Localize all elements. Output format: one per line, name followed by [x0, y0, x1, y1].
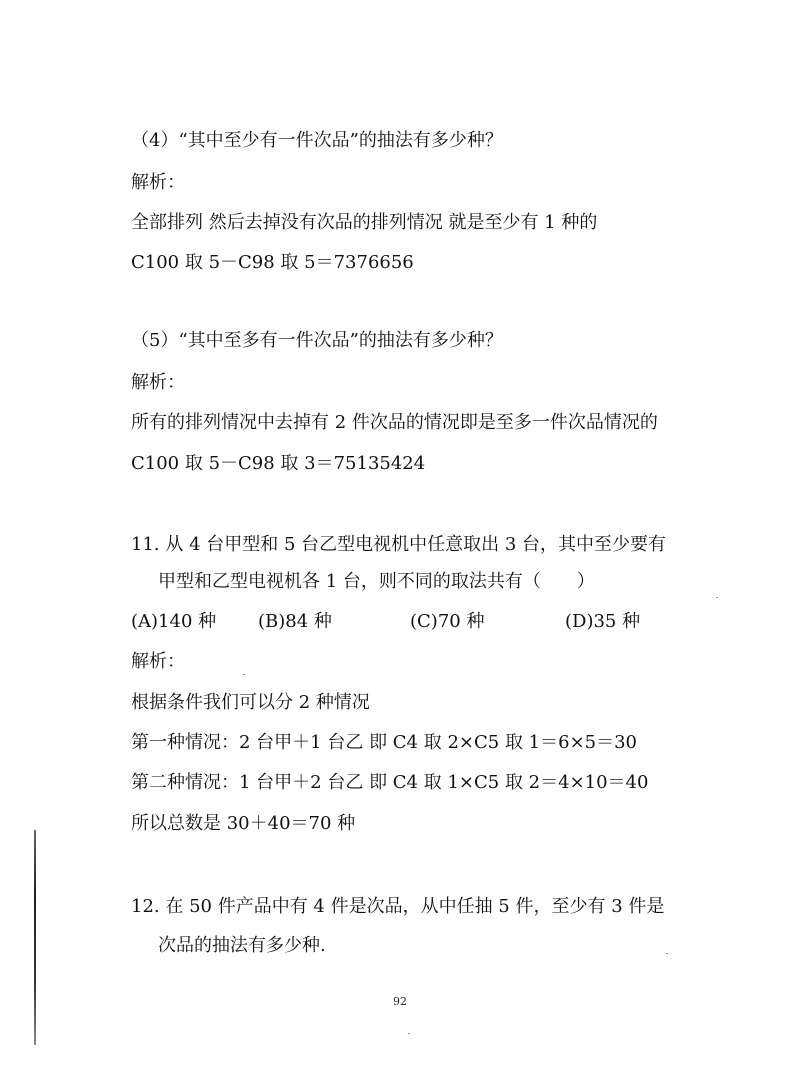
q4-question: （4）“其中至少有一件次品”的抽法有多少种？: [131, 130, 503, 151]
q11-option-c: (C)70 种: [410, 611, 485, 632]
q11-analysis-line-3: 第二种情况：1 台甲＋2 台乙 即 C4 取 1×C5 取 2＝4×10＝40: [131, 772, 649, 793]
scan-speck: [716, 597, 718, 598]
q12-question-line-1: 12. 在 50 件产品中有 4 件是次品，从中任抽 5 件，至少有 3 件是: [131, 896, 665, 917]
q11-option-d: (D)35 种: [565, 611, 641, 632]
q4-analysis-line-2: C100 取 5－C98 取 5＝7376656: [131, 252, 414, 273]
q4-analysis-label: 解析：: [131, 172, 185, 193]
q5-analysis-label: 解析：: [131, 372, 185, 393]
q11-analysis-line-1: 根据条件我们可以分 2 种情况: [131, 692, 370, 713]
q5-question: （5）“其中至多有一件次品”的抽法有多少种？: [131, 330, 503, 351]
q11-analysis-label: 解析：: [131, 651, 185, 672]
q5-analysis-line-2: C100 取 5－C98 取 3＝75135424: [131, 453, 426, 474]
page-number: 92: [393, 995, 407, 1008]
q11-question-line-2: 甲型和乙型电视机各 1 台，则不同的取法共有（ ）: [158, 571, 595, 592]
q11-analysis-line-4: 所以总数是 30＋40＝70 种: [131, 813, 356, 834]
q11-question-line-1: 11. 从 4 台甲型和 5 台乙型电视机中任意取出 3 台，其中至少要有: [131, 534, 667, 555]
q5-analysis-line-1: 所有的排列情况中去掉有 2 件次品的情况即是至多一件次品情况的: [131, 412, 658, 433]
q11-option-a: (A)140 种: [131, 611, 217, 632]
scan-speck: [243, 674, 245, 675]
q11-analysis-line-2: 第一种情况：2 台甲＋1 台乙 即 C4 取 2×C5 取 1＝6×5＝30: [131, 732, 638, 753]
q12-question-line-2: 次品的抽法有多少种.: [158, 935, 326, 956]
q11-option-b: (B)84 种: [258, 611, 332, 632]
scan-speck: [408, 1033, 410, 1034]
q4-analysis-line-1: 全部排列 然后去掉没有次品的排列情况 就是至少有 1 种的: [131, 212, 598, 233]
scan-speck: [666, 953, 668, 954]
scan-edge-mark: [34, 830, 36, 1045]
